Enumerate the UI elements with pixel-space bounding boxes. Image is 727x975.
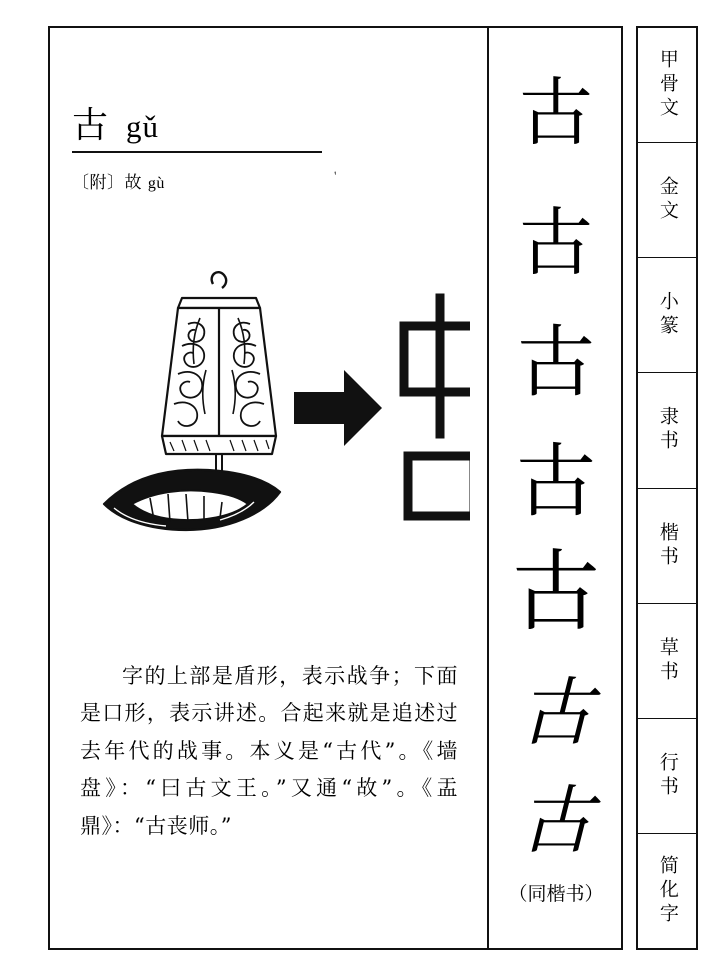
mouth-drawing: [104, 470, 280, 530]
sub-entry-character: 故: [124, 173, 142, 193]
headword: [72, 105, 322, 153]
sub-entry-bracket-right: 〕: [107, 173, 125, 193]
headword-character: 古: [72, 105, 109, 146]
sidebar-item-small-seal[interactable]: [638, 258, 696, 373]
evolution-glyph-regular: [489, 540, 623, 643]
script-name-sidebar: [636, 26, 698, 950]
sidebar-item-label: 简化字: [656, 854, 679, 927]
evolution-note: （同楷书）: [508, 883, 604, 905]
evolution-glyph-bronze: [489, 200, 623, 286]
sidebar-item-label: 小篆: [656, 291, 679, 340]
headword-pinyin: gǔ: [126, 109, 160, 144]
right-arrow-icon: [294, 370, 382, 446]
glyph-clerical: 古: [516, 435, 596, 528]
sub-entry-label: 附: [89, 173, 107, 193]
bronze-bell-drawing: [162, 272, 276, 482]
glyph-oracle: 古: [519, 70, 593, 156]
sidebar-item-label: 楷书: [656, 521, 679, 570]
evolution-glyph-oracle: [489, 70, 623, 156]
glyph-regular: 古: [511, 540, 600, 643]
oracle-glyph-gu: [404, 298, 470, 516]
stray-ink-mark: ʹ: [332, 167, 340, 184]
sub-entry: [72, 168, 165, 193]
evolution-glyph-running: [489, 778, 623, 864]
sidebar-item-bronze[interactable]: [638, 143, 696, 258]
evolution-column: [489, 28, 623, 948]
entry-card: [48, 26, 623, 950]
sidebar-item-simplified[interactable]: [638, 834, 696, 948]
evolution-glyph-cursive: [489, 670, 623, 756]
sidebar-item-cursive[interactable]: [638, 604, 696, 719]
sidebar-item-label: 草书: [656, 636, 679, 685]
glyph-bronze: 古: [519, 200, 593, 286]
sidebar-item-clerical[interactable]: [638, 373, 696, 488]
sidebar-item-oracle-bone[interactable]: [638, 28, 696, 143]
sub-entry-bracket-left: 〔: [72, 173, 90, 193]
sub-entry-pinyin: gù: [147, 175, 165, 192]
glyph-cursive: 古: [519, 670, 593, 756]
glyph-seal: 古: [516, 318, 595, 408]
illustration-svg: [70, 258, 470, 558]
sidebar-item-label: 甲骨文: [656, 49, 679, 122]
sidebar-item-regular[interactable]: [638, 489, 696, 604]
sidebar-item-label: 隶书: [656, 406, 679, 455]
sidebar-item-running[interactable]: [638, 719, 696, 834]
evolution-glyph-clerical: [489, 435, 623, 528]
sidebar-item-label: 行书: [656, 751, 679, 800]
explanation-text: 字的上部是盾形，表示战争；下面是口形，表示讲述。合起来就是追述过去年代的战事。本义是“古代”。《墙盘》：“曰古文王。”又通“故”。《盂鼎》：“古丧师。”: [80, 664, 458, 838]
sidebar-item-label: 金文: [656, 176, 679, 225]
evolution-glyph-seal: [489, 318, 623, 408]
left-panel: [50, 28, 487, 948]
illustration: [70, 258, 470, 558]
glyph-running: 古: [519, 778, 593, 864]
